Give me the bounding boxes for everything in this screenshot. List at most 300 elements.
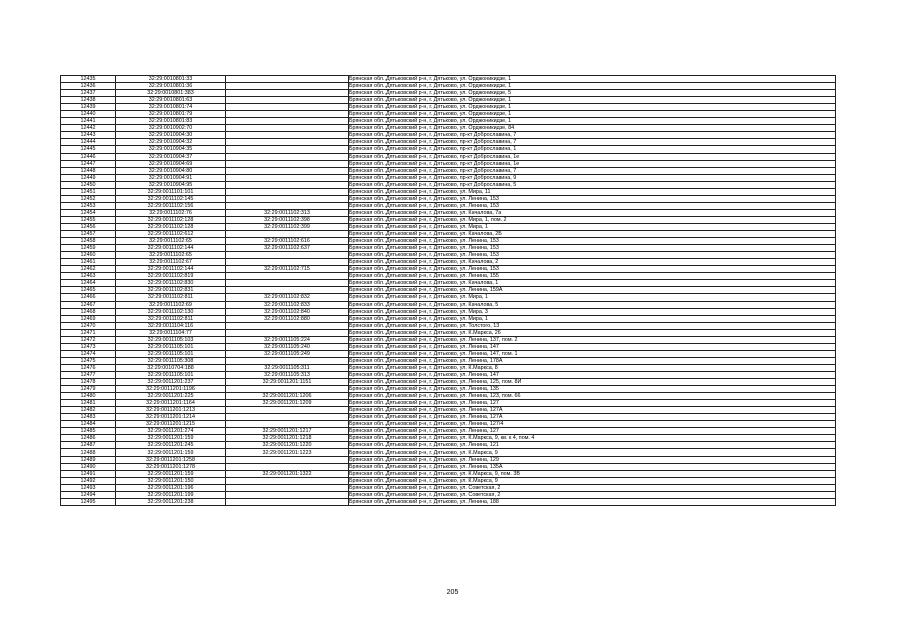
address-cell: Брянская обл.,Дятьковский р-н, г. Дятьково, ул. Ленина, 159А <box>349 287 836 294</box>
address-cell: Брянская обл.,Дятьковский р-н, г. Дятьково, ул. Ленина, 188 <box>349 498 836 505</box>
row-number-cell: 12477 <box>61 371 116 378</box>
row-number-cell: 12491 <box>61 470 116 477</box>
address-cell: Брянская обл.,Дятьковский р-н, г. Дятьково, ул. К.Маркса, 9 <box>349 449 836 456</box>
cadastral-number-cell: 32:29:0011102:65 <box>116 238 226 245</box>
table-row <box>61 393 836 400</box>
secondary-cadastral-number-cell <box>226 280 349 287</box>
row-number-cell: 12480 <box>61 393 116 400</box>
row-number-cell: 12472 <box>61 336 116 343</box>
table-row <box>61 456 836 463</box>
cadastral-number-cell: 32:29:0010801:33 <box>116 76 226 83</box>
row-number-cell: 12490 <box>61 463 116 470</box>
cadastral-number-cell: 32:29:0010904:37 <box>116 153 226 160</box>
secondary-cadastral-number-cell: 32:29:0011201:1220 <box>226 442 349 449</box>
secondary-cadastral-number-cell <box>226 322 349 329</box>
secondary-cadastral-number-cell <box>226 231 349 238</box>
secondary-cadastral-number-cell <box>226 76 349 83</box>
cadastral-number-cell: 32:29:0010904:35 <box>116 146 226 153</box>
address-cell: Брянская обл.,Дятьковский р-н, г. Дятьково, ул. Ленина, 153 <box>349 202 836 209</box>
table-row <box>61 315 836 322</box>
cadastral-number-cell: 32:29:0011201:159 <box>116 449 226 456</box>
secondary-cadastral-number-cell <box>226 202 349 209</box>
address-cell: Брянская обл.,Дятьковский р-н, г. Дятьково, ул. Ленина, 127/4 <box>349 421 836 428</box>
secondary-cadastral-number-cell: 32:29:0011102:637 <box>226 245 349 252</box>
table-row <box>61 146 836 153</box>
cadastral-number-cell: 32:29:0010704:188 <box>116 364 226 371</box>
secondary-cadastral-number-cell <box>226 498 349 505</box>
cadastral-number-cell: 32:29:0011102:130 <box>116 308 226 315</box>
table-row <box>61 421 836 428</box>
table-row <box>61 259 836 266</box>
row-number-cell: 12439 <box>61 104 116 111</box>
table-row <box>61 111 836 118</box>
secondary-cadastral-number-cell: 32:29:0011102:616 <box>226 238 349 245</box>
row-number-cell: 12454 <box>61 209 116 216</box>
table-row <box>61 83 836 90</box>
table-row <box>61 357 836 364</box>
secondary-cadastral-number-cell <box>226 83 349 90</box>
address-cell: Брянская обл.,Дятьковский р-н, г. Дятьково, ул. Ленина, 153 <box>349 238 836 245</box>
secondary-cadastral-number-cell: 32:29:0011102:715 <box>226 266 349 273</box>
table-row <box>61 273 836 280</box>
address-cell: Брянская обл.,Дятьковский р-н, г. Дятьково, ул. Ленина, 153 <box>349 266 836 273</box>
table-row <box>61 97 836 104</box>
secondary-cadastral-number-cell: 32:29:0011102:398 <box>226 216 349 223</box>
address-cell: Брянская обл.,Дятьковский р-н, г. Дятьково, ул. Орджоникидзе, 1 <box>349 97 836 104</box>
row-number-cell: 12482 <box>61 407 116 414</box>
row-number-cell: 12461 <box>61 259 116 266</box>
cadastral-number-cell: 32:29:0011201:1213 <box>116 407 226 414</box>
address-cell: Брянская обл.,Дятьковский р-н, г. Дятьково, ул. К.Маркса, 26 <box>349 329 836 336</box>
secondary-cadastral-number-cell <box>226 407 349 414</box>
cadastral-number-cell: 32:29:0011201:150 <box>116 477 226 484</box>
row-number-cell: 12446 <box>61 153 116 160</box>
table-row <box>61 364 836 371</box>
address-cell: Брянская обл.,Дятьковский р-н, г. Дятьково, ул. Орджоникидзе, 1 <box>349 104 836 111</box>
table-row <box>61 294 836 301</box>
row-number-cell: 12445 <box>61 146 116 153</box>
row-number-cell: 12464 <box>61 280 116 287</box>
address-cell: Брянская обл.,Дятьковский р-н, г. Дятьково, ул. Ленина, 155 <box>349 273 836 280</box>
table-row <box>61 195 836 202</box>
cadastral-number-cell: 32:29:0011102:811 <box>116 315 226 322</box>
row-number-cell: 12450 <box>61 181 116 188</box>
address-cell: Брянская обл.,Дятьковский р-н, г. Дятьково, ул. Орджоникидзе, 1 <box>349 118 836 125</box>
cadastral-number-cell: 32:29:0010801:79 <box>116 111 226 118</box>
secondary-cadastral-number-cell: 32:29:0011201:1209 <box>226 400 349 407</box>
table-row <box>61 336 836 343</box>
cadastral-number-cell: 32:29:0011201:159 <box>116 435 226 442</box>
secondary-cadastral-number-cell <box>226 153 349 160</box>
cadastral-number-cell: 32:29:0011102:819 <box>116 273 226 280</box>
cadastral-number-cell: 32:29:0011104:77 <box>116 329 226 336</box>
table-row <box>61 329 836 336</box>
address-cell: Брянская обл.,Дятьковский р-н, г. Дятьково, ул. Мира, 1 <box>349 223 836 230</box>
cadastral-number-cell: 32:29:0011102:76 <box>116 209 226 216</box>
secondary-cadastral-number-cell <box>226 491 349 498</box>
address-cell: Брянская обл.,Дятьковский р-н, г. Дятьково, ул. Мира, 1, пом. 2 <box>349 216 836 223</box>
registry-table <box>60 75 836 506</box>
table-row <box>61 280 836 287</box>
secondary-cadastral-number-cell <box>226 160 349 167</box>
row-number-cell: 12441 <box>61 118 116 125</box>
table-row <box>61 153 836 160</box>
table-row <box>61 407 836 414</box>
table-row <box>61 188 836 195</box>
table-row <box>61 76 836 83</box>
row-number-cell: 12493 <box>61 484 116 491</box>
row-number-cell: 12484 <box>61 421 116 428</box>
secondary-cadastral-number-cell: 32:29:0011105:311 <box>226 364 349 371</box>
table-row <box>61 202 836 209</box>
cadastral-number-cell: 32:29:0011105:308 <box>116 357 226 364</box>
row-number-cell: 12440 <box>61 111 116 118</box>
table-row <box>61 477 836 484</box>
secondary-cadastral-number-cell <box>226 146 349 153</box>
table-row <box>61 301 836 308</box>
cadastral-number-cell: 32:29:0011201:1196 <box>116 386 226 393</box>
table-row <box>61 386 836 393</box>
cadastral-number-cell: 32:29:0011105:101 <box>116 343 226 350</box>
table-row <box>61 118 836 125</box>
table-row <box>61 245 836 252</box>
address-cell: Брянская обл.,Дятьковский р-н, г. Дятьково, пр-кт Доброславина, 7 <box>349 167 836 174</box>
cadastral-number-cell: 32:29:0011201:1278 <box>116 463 226 470</box>
secondary-cadastral-number-cell: 32:29:0011201:1218 <box>226 435 349 442</box>
cadastral-number-cell: 32:29:0011102:65 <box>116 252 226 259</box>
row-number-cell: 12449 <box>61 174 116 181</box>
cadastral-number-cell: 32:29:0011201:1258 <box>116 456 226 463</box>
address-cell: Брянская обл.,Дятьковский р-н, г. Дятьково, ул. Ленина, 125, пом. 8И <box>349 379 836 386</box>
row-number-cell: 12467 <box>61 301 116 308</box>
row-number-cell: 12435 <box>61 76 116 83</box>
secondary-cadastral-number-cell: 32:29:0011102:399 <box>226 223 349 230</box>
cadastral-number-cell: 32:29:0011101:101 <box>116 188 226 195</box>
table-row <box>61 379 836 386</box>
cadastral-number-cell: 32:29:0011105:101 <box>116 371 226 378</box>
cadastral-number-cell: 32:29:0011102:144 <box>116 266 226 273</box>
cadastral-number-cell: 32:29:0011201:196 <box>116 484 226 491</box>
address-cell: Брянская обл.,Дятьковский р-н, г. Дятьково, пр-кт Доброславина, 1е <box>349 153 836 160</box>
table-row <box>61 209 836 216</box>
address-cell: Брянская обл.,Дятьковский р-н, г. Дятьково, ул. Ленина, 147 <box>349 371 836 378</box>
row-number-cell: 12483 <box>61 414 116 421</box>
secondary-cadastral-number-cell: 32:29:0011201:1223 <box>226 449 349 456</box>
address-cell: Брянская обл.,Дятьковский р-н, г. Дятьково, ул. К.Маркса, 9, пом. 3В <box>349 470 836 477</box>
row-number-cell: 12488 <box>61 449 116 456</box>
table-row <box>61 371 836 378</box>
cadastral-number-cell: 32:29:0011102:830 <box>116 280 226 287</box>
secondary-cadastral-number-cell: 32:29:0011201:1151 <box>226 379 349 386</box>
registry-table-body <box>61 76 836 506</box>
secondary-cadastral-number-cell <box>226 259 349 266</box>
secondary-cadastral-number-cell <box>226 287 349 294</box>
cadastral-number-cell: 32:29:0010904:95 <box>116 181 226 188</box>
cadastral-number-cell: 32:29:0010801:74 <box>116 104 226 111</box>
secondary-cadastral-number-cell: 32:29:0011102:880 <box>226 315 349 322</box>
table-row <box>61 231 836 238</box>
cadastral-number-cell: 32:29:0010904:30 <box>116 132 226 139</box>
cadastral-number-cell: 32:29:0010801:83 <box>116 118 226 125</box>
cadastral-number-cell: 32:29:0011102:612 <box>116 231 226 238</box>
cadastral-number-cell: 32:29:0011102:69 <box>116 301 226 308</box>
address-cell: Брянская обл.,Дятьковский р-н, г. Дятьково, ул. Орджоникидзе, 5 <box>349 90 836 97</box>
address-cell: Брянская обл.,Дятьковский р-н, г. Дятьково, ул. Орджоникидзе, 1 <box>349 83 836 90</box>
table-row <box>61 181 836 188</box>
row-number-cell: 12444 <box>61 139 116 146</box>
secondary-cadastral-number-cell <box>226 132 349 139</box>
row-number-cell: 12485 <box>61 428 116 435</box>
secondary-cadastral-number-cell <box>226 456 349 463</box>
cadastral-number-cell: 32:29:0011102:128 <box>116 223 226 230</box>
row-number-cell: 12443 <box>61 132 116 139</box>
secondary-cadastral-number-cell <box>226 181 349 188</box>
address-cell: Брянская обл.,Дятьковский р-н, г. Дятьково, ул. Качалова, 7а <box>349 209 836 216</box>
row-number-cell: 12459 <box>61 245 116 252</box>
address-cell: Брянская обл.,Дятьковский р-н, г. Дятьково, ул. Советская, 2 <box>349 484 836 491</box>
cadastral-number-cell: 32:29:0010904:69 <box>116 160 226 167</box>
table-row <box>61 216 836 223</box>
page-number: 205 <box>446 589 459 596</box>
cadastral-number-cell: 32:29:0011102:156 <box>116 202 226 209</box>
table-row <box>61 160 836 167</box>
row-number-cell: 12474 <box>61 350 116 357</box>
address-cell: Брянская обл.,Дятьковский р-н, г. Дятьково, ул. Советская, 2 <box>349 491 836 498</box>
cadastral-number-cell: 32:29:0010801:383 <box>116 90 226 97</box>
secondary-cadastral-number-cell: 32:29:0011105:224 <box>226 336 349 343</box>
address-cell: Брянская обл.,Дятьковский р-н, г. Дятьково, ул. Качалова, 2Б <box>349 231 836 238</box>
secondary-cadastral-number-cell <box>226 421 349 428</box>
address-cell: Брянская обл.,Дятьковский р-н, г. Дятьково, ул. Ленина, 137, пом. 2 <box>349 336 836 343</box>
table-row <box>61 343 836 350</box>
cadastral-number-cell: 32:29:0010904:32 <box>116 139 226 146</box>
row-number-cell: 12469 <box>61 315 116 322</box>
address-cell: Брянская обл.,Дятьковский р-н, г. Дятьково, ул. К.Маркса, 9, кв. к 4, пом. 4 <box>349 435 836 442</box>
secondary-cadastral-number-cell <box>226 125 349 132</box>
cadastral-number-cell: 32:29:0011104:116 <box>116 322 226 329</box>
secondary-cadastral-number-cell: 32:29:0011201:1217 <box>226 428 349 435</box>
table-row <box>61 322 836 329</box>
row-number-cell: 12481 <box>61 400 116 407</box>
address-cell: Брянская обл.,Дятьковский р-н, г. Дятьково, пр-кт Доброславина, 7 <box>349 132 836 139</box>
cadastral-number-cell: 32:29:0011105:103 <box>116 336 226 343</box>
secondary-cadastral-number-cell <box>226 414 349 421</box>
address-cell: Брянская обл.,Дятьковский р-н, г. Дятьково, пр-кт Доброславина, 5 <box>349 181 836 188</box>
address-cell: Брянская обл.,Дятьковский р-н, г. Дятьково, ул. Качалова, 2 <box>349 259 836 266</box>
secondary-cadastral-number-cell: 32:29:0011102:832 <box>226 294 349 301</box>
secondary-cadastral-number-cell <box>226 477 349 484</box>
secondary-cadastral-number-cell <box>226 484 349 491</box>
cadastral-number-cell: 32:29:0011201:274 <box>116 428 226 435</box>
secondary-cadastral-number-cell <box>226 111 349 118</box>
row-number-cell: 12479 <box>61 386 116 393</box>
table-row <box>61 90 836 97</box>
address-cell: Брянская обл.,Дятьковский р-н, г. Дятьково, ул. Ленина, 135А <box>349 463 836 470</box>
cadastral-number-cell: 32:29:0011201:1164 <box>116 400 226 407</box>
row-number-cell: 12462 <box>61 266 116 273</box>
secondary-cadastral-number-cell <box>226 118 349 125</box>
table-row <box>61 167 836 174</box>
cadastral-number-cell: 32:29:0011201:1214 <box>116 414 226 421</box>
secondary-cadastral-number-cell <box>226 329 349 336</box>
address-cell: Брянская обл.,Дятьковский р-н, г. Дятьково, ул. Ленина, 153 <box>349 195 836 202</box>
row-number-cell: 12456 <box>61 223 116 230</box>
cadastral-number-cell: 32:29:0011201:245 <box>116 442 226 449</box>
secondary-cadastral-number-cell <box>226 167 349 174</box>
table-row <box>61 125 836 132</box>
secondary-cadastral-number-cell <box>226 174 349 181</box>
cadastral-number-cell: 32:29:0011102:144 <box>116 245 226 252</box>
row-number-cell: 12471 <box>61 329 116 336</box>
address-cell: Брянская обл.,Дятьковский р-н, г. Дятьково, пр-кт Доброславина, 9 <box>349 174 836 181</box>
address-cell: Брянская обл.,Дятьковский р-н, г. Дятьково, ул. Толстого, 13 <box>349 322 836 329</box>
row-number-cell: 12458 <box>61 238 116 245</box>
row-number-cell: 12436 <box>61 83 116 90</box>
cadastral-number-cell: 32:29:0011102:831 <box>116 287 226 294</box>
table-row <box>61 400 836 407</box>
row-number-cell: 12495 <box>61 498 116 505</box>
secondary-cadastral-number-cell: 32:29:0011102:840 <box>226 308 349 315</box>
address-cell: Брянская обл.,Дятьковский р-н, г. Дятьково, ул. Качалова, 5 <box>349 301 836 308</box>
row-number-cell: 12476 <box>61 364 116 371</box>
row-number-cell: 12452 <box>61 195 116 202</box>
address-cell: Брянская обл.,Дятьковский р-н, г. Дятьково, ул. Мира, 3 <box>349 308 836 315</box>
secondary-cadastral-number-cell <box>226 195 349 202</box>
address-cell: Брянская обл.,Дятьковский р-н, г. Дятьково, ул. Ленина, 123, пом. 66 <box>349 393 836 400</box>
row-number-cell: 12494 <box>61 491 116 498</box>
table-row <box>61 470 836 477</box>
secondary-cadastral-number-cell: 32:29:0011105:249 <box>226 350 349 357</box>
row-number-cell: 12447 <box>61 160 116 167</box>
row-number-cell: 12486 <box>61 435 116 442</box>
table-row <box>61 442 836 449</box>
cadastral-number-cell: 32:29:0010904:91 <box>116 174 226 181</box>
cadastral-number-cell: 32:29:0011201:199 <box>116 491 226 498</box>
secondary-cadastral-number-cell <box>226 104 349 111</box>
secondary-cadastral-number-cell <box>226 252 349 259</box>
secondary-cadastral-number-cell <box>226 97 349 104</box>
cadastral-number-cell: 32:29:0010801:36 <box>116 83 226 90</box>
secondary-cadastral-number-cell <box>226 273 349 280</box>
row-number-cell: 12442 <box>61 125 116 132</box>
row-number-cell: 12466 <box>61 294 116 301</box>
address-cell: Брянская обл.,Дятьковский р-н, г. Дятьково, ул. Мира, 1 <box>349 294 836 301</box>
table-row <box>61 463 836 470</box>
address-cell: Брянская обл.,Дятьковский р-н, г. Дятьково, ул. Ленина, 127 <box>349 428 836 435</box>
address-cell: Брянская обл.,Дятьковский р-н, г. Дятьково, ул. Ленина, 127 <box>349 400 836 407</box>
row-number-cell: 12489 <box>61 456 116 463</box>
secondary-cadastral-number-cell <box>226 90 349 97</box>
table-row <box>61 428 836 435</box>
cadastral-number-cell: 32:29:0011102:67 <box>116 259 226 266</box>
row-number-cell: 12465 <box>61 287 116 294</box>
secondary-cadastral-number-cell: 32:29:0011105:240 <box>226 343 349 350</box>
table-row <box>61 174 836 181</box>
table-row <box>61 449 836 456</box>
cadastral-number-cell: 32:29:0011102:811 <box>116 294 226 301</box>
row-number-cell: 12463 <box>61 273 116 280</box>
row-number-cell: 12451 <box>61 188 116 195</box>
cadastral-number-cell: 32:29:0011201:238 <box>116 498 226 505</box>
address-cell: Брянская обл.,Дятьковский р-н, г. Дятьково, ул. Ленина, 135 <box>349 386 836 393</box>
address-cell: Брянская обл.,Дятьковский р-н, г. Дятьково, ул. Орджоникидзе, 1 <box>349 76 836 83</box>
cadastral-number-cell: 32:29:0010904:80 <box>116 167 226 174</box>
address-cell: Брянская обл.,Дятьковский р-н, г. Дятьково, ул. Ленина, 127А <box>349 414 836 421</box>
secondary-cadastral-number-cell <box>226 357 349 364</box>
table-row <box>61 238 836 245</box>
table-row <box>61 223 836 230</box>
cadastral-number-cell: 32:29:0010902:70 <box>116 125 226 132</box>
table-row <box>61 266 836 273</box>
address-cell: Брянская обл.,Дятьковский р-н, г. Дятьково, ул. Ленина, 147 <box>349 343 836 350</box>
row-number-cell: 12438 <box>61 97 116 104</box>
row-number-cell: 12473 <box>61 343 116 350</box>
cadastral-number-cell: 32:29:0011105:101 <box>116 350 226 357</box>
row-number-cell: 12455 <box>61 216 116 223</box>
address-cell: Брянская обл.,Дятьковский р-н, г. Дятьково, пр-кт Доброславина, 1е <box>349 160 836 167</box>
address-cell: Брянская обл.,Дятьковский р-н, г. Дятьково, пр-кт Доброславина, 1 <box>349 146 836 153</box>
secondary-cadastral-number-cell: 32:29:0011201:1206 <box>226 393 349 400</box>
table-row <box>61 350 836 357</box>
cadastral-number-cell: 32:29:0011102:145 <box>116 195 226 202</box>
table-row <box>61 132 836 139</box>
row-number-cell: 12453 <box>61 202 116 209</box>
table-row <box>61 484 836 491</box>
address-cell: Брянская обл.,Дятьковский р-н, г. Дятьково, пр-кт Доброславина, 7 <box>349 139 836 146</box>
row-number-cell: 12478 <box>61 379 116 386</box>
table-row <box>61 498 836 505</box>
row-number-cell: 12475 <box>61 357 116 364</box>
address-cell: Брянская обл.,Дятьковский р-н, г. Дятьково, ул. К.Маркса, 8 <box>349 364 836 371</box>
address-cell: Брянская обл.,Дятьковский р-н, г. Дятьково, ул. Орджоникидзе, 84 <box>349 125 836 132</box>
row-number-cell: 12460 <box>61 252 116 259</box>
table-row <box>61 491 836 498</box>
cadastral-number-cell: 32:29:0011201:1215 <box>116 421 226 428</box>
address-cell: Брянская обл.,Дятьковский р-н, г. Дятьково, ул. Ленина, 147, пом. 1 <box>349 350 836 357</box>
table-row <box>61 104 836 111</box>
table-row <box>61 414 836 421</box>
address-cell: Брянская обл.,Дятьковский р-н, г. Дятьково, ул. Ленина, 153 <box>349 252 836 259</box>
address-cell: Брянская обл.,Дятьковский р-н, г. Дятьково, ул. Мира, 1 <box>349 315 836 322</box>
address-cell: Брянская обл.,Дятьковский р-н, г. Дятьково, ул. Ленина, 129 <box>349 456 836 463</box>
secondary-cadastral-number-cell <box>226 386 349 393</box>
address-cell: Брянская обл.,Дятьковский р-н, г. Дятьково, ул. Орджоникидзе, 1 <box>349 111 836 118</box>
table-row <box>61 139 836 146</box>
row-number-cell: 12437 <box>61 90 116 97</box>
table-row <box>61 435 836 442</box>
address-cell: Брянская обл.,Дятьковский р-н, г. Дятьково, ул. Ленина, 178А <box>349 357 836 364</box>
address-cell: Брянская обл.,Дятьковский р-н, г. Дятьково, ул. К.Маркса, 9 <box>349 477 836 484</box>
row-number-cell: 12468 <box>61 308 116 315</box>
secondary-cadastral-number-cell <box>226 188 349 195</box>
address-cell: Брянская обл.,Дятьковский р-н, г. Дятьково, ул. Мира, 11 <box>349 188 836 195</box>
table-row <box>61 287 836 294</box>
row-number-cell: 12470 <box>61 322 116 329</box>
address-cell: Брянская обл.,Дятьковский р-н, г. Дятьково, ул. Ленина, 153 <box>349 245 836 252</box>
secondary-cadastral-number-cell <box>226 139 349 146</box>
table-row <box>61 252 836 259</box>
address-cell: Брянская обл.,Дятьковский р-н, г. Дятьково, ул. Ленина, 127А <box>349 407 836 414</box>
row-number-cell: 12492 <box>61 477 116 484</box>
row-number-cell: 12448 <box>61 167 116 174</box>
address-cell: Брянская обл.,Дятьковский р-н, г. Дятьково, ул. Ленина, 121 <box>349 442 836 449</box>
cadastral-number-cell: 32:29:0011201:159 <box>116 470 226 477</box>
table-row <box>61 308 836 315</box>
secondary-cadastral-number-cell: 32:29:0011102:833 <box>226 301 349 308</box>
secondary-cadastral-number-cell <box>226 463 349 470</box>
cadastral-number-cell: 32:29:0010801:63 <box>116 97 226 104</box>
secondary-cadastral-number-cell: 32:29:0011105:313 <box>226 371 349 378</box>
